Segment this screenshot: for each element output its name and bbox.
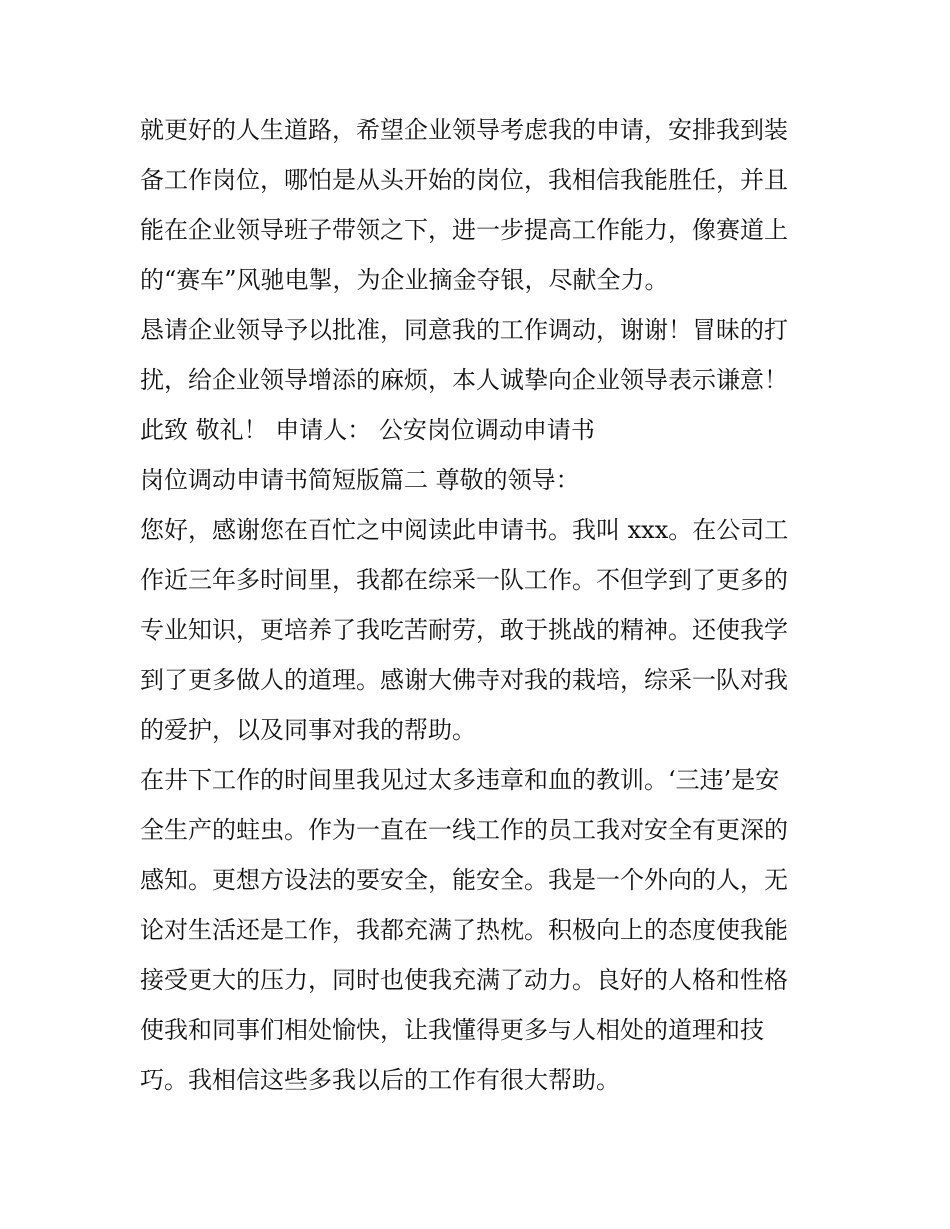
text-line: 论对生活还是工作，我都充满了热枕。积极向上的态度使我能 [140, 916, 788, 944]
text-line: 的爱护，以及同事对我的帮助。 [140, 716, 476, 744]
text-line: 备工作岗位，哪怕是从头开始的岗位，我相信我能胜任，并且 [140, 166, 788, 194]
document-body [140, 105, 812, 1105]
text-line: 作近三年多时间里，我都在综采一队工作。不但学到了更多的 [140, 566, 788, 594]
text-line: 使我和同事们相处愉快，让我懂得更多与人相处的道理和技 [140, 1016, 764, 1044]
text-line: 全生产的蛀虫。作为一直在一线工作的员工我对安全有更深的 [140, 816, 788, 844]
text-line: 此致 敬礼！ 申请人： 公安岗位调动申请书 [140, 416, 595, 444]
text-line: 到了更多做人的道理。感谢大佛寺对我的栽培，综采一队对我 [140, 666, 788, 694]
text-line: 就更好的人生道路，希望企业领导考虑我的申请，安排我到装 [140, 116, 788, 144]
text-line: 专业知识，更培养了我吃苦耐劳，敢于挑战的精神。还使我学 [140, 616, 788, 644]
text-line: 巧。我相信这些多我以后的工作有很大帮助。 [140, 1066, 620, 1094]
text-line: 岗位调动申请书简短版篇二 尊敬的领导： [140, 466, 580, 494]
text-line: 恳请企业领导予以批准，同意我的工作调动，谢谢！冒昧的打 [140, 316, 788, 344]
text-line: 在井下工作的时间里我见过太多违章和血的教训。‘三违’是安 [140, 766, 780, 794]
text-line: 接受更大的压力，同时也使我充满了动力。良好的人格和性格 [140, 966, 788, 994]
text-line: 能在企业领导班子带领之下，进一步提高工作能力，像赛道上 [140, 216, 788, 244]
text-line: 扰，给企业领导增添的麻烦，本人诚挚向企业领导表示谦意！ [140, 366, 788, 394]
text-line: 您好，感谢您在百忙之中阅读此申请书。我叫 xxx。在公司工 [140, 516, 789, 544]
text-line: 的“赛车”风驰电掣，为企业摘金夺银，尽献全力。 [140, 266, 669, 294]
text-line: 感知。更想方设法的要安全，能安全。我是一个外向的人，无 [140, 866, 788, 894]
